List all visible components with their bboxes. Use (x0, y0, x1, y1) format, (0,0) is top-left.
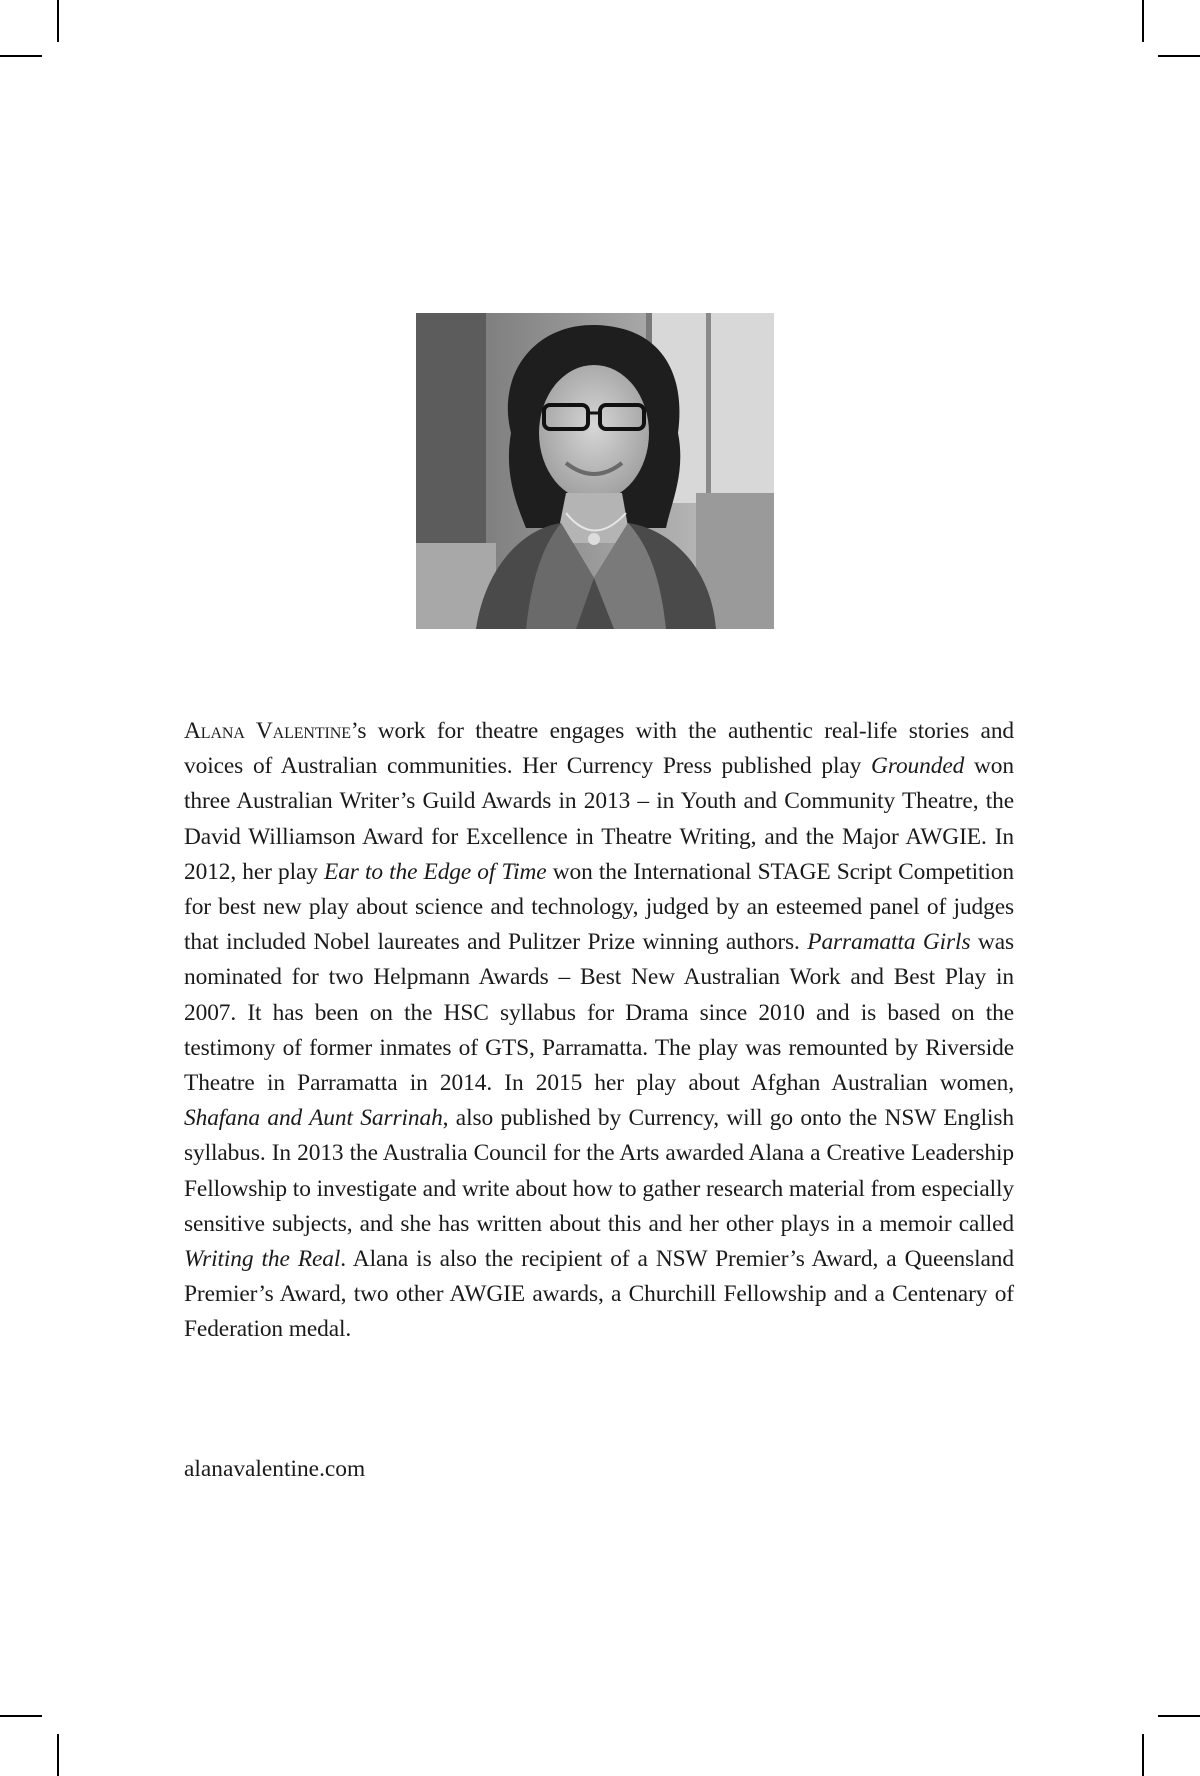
bio-text-3: won the International STAGE Script Competition for best new play about science and technology, judged by an esteemed panel of judges that included Nobel laureates and Pulitzer Prize winning authors. (184, 858, 1014, 956)
crop-mark-bottom-left-vertical (57, 1734, 59, 1776)
crop-mark-bottom-right-vertical (1142, 1734, 1144, 1776)
bio-text-1: ’s work for theatre engages with the authentic real-life stories and voices of Australian communities. Her Currency Press published play (184, 718, 1015, 780)
play-title-parramatta-girls: Parramatta Girls (807, 929, 971, 956)
crop-mark-bottom-right-horizontal (1158, 1715, 1200, 1717)
bio-text-4: was nominated for two Helpmann Awards – Best New Australian Work and Best Play in 2007. It has been on the HSC syllabus for Drama since 2010 and is based on the testimony of former inmates of GTS, Parramatta. The play was remounted by Riverside Theatre in Parramatta in 2014. In 2015 her play about Afghan Australian women, (184, 929, 1014, 1097)
crop-mark-top-left-horizontal (0, 55, 42, 57)
crop-mark-top-right-horizontal (1158, 55, 1200, 57)
author-name: Alana Valentine (184, 718, 351, 744)
book-title-writing-the-real: Writing the Real (184, 1246, 341, 1273)
bio-text-6: . Alana is also the recipient of a NSW Premier’s Award, a Queensland Premier’s Award, two other AWGIE awards, a Churchill Fellowship and a Centenary of Federation medal. (184, 1246, 1014, 1343)
crop-mark-top-left-vertical (57, 0, 59, 42)
author-website: alanavalentine.com (184, 1456, 366, 1482)
play-title-shafana-and-aunt-sarrinah: Shafana and Aunt Sarrinah (184, 1105, 443, 1132)
play-title-ear-to-the-edge-of-time: Ear to the Edge of Time (324, 858, 547, 885)
author-biography (184, 714, 1014, 1348)
author-portrait-photo (416, 313, 774, 629)
bio-text-2: won three Australian Writer’s Guild Awards in 2013 – in Youth and Community Theatre, the David Williamson Award for Excellence in Theatre Writing, and the Major AWGIE. In 2012, her play (184, 753, 1014, 885)
crop-mark-bottom-left-horizontal (0, 1715, 42, 1717)
crop-mark-top-right-vertical (1142, 0, 1144, 42)
bio-text-5: , also published by Currency, will go onto the NSW English syllabus. In 2013 the Australia Council for the Arts awarded Alana a Creative Leadership Fellowship to investigate and write about how to gather research material from especially sensitive subjects, and she has written about this and her other plays in a memoir called (184, 1105, 1014, 1237)
play-title-grounded: Grounded (871, 753, 965, 780)
